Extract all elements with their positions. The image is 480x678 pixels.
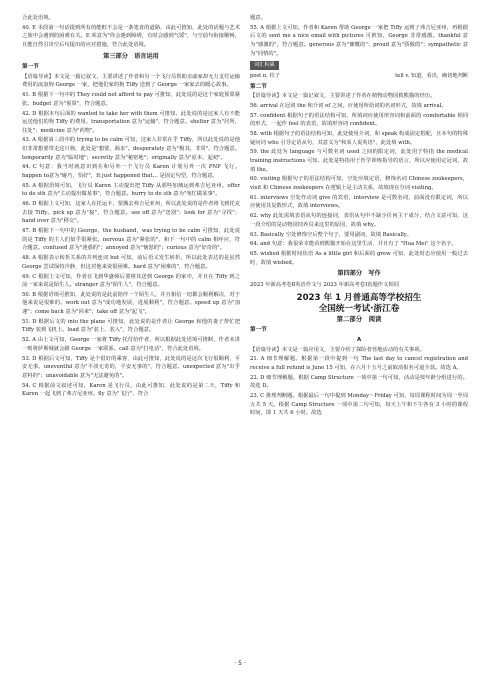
answer-55: 55. A 根据上文可知，作者和 Karen 帮助 George 一家把 Tiffy 运到了弗吉尼亚州，再根据后文的 sent me a nice email with pictures 可推知，George 非常感激。thankful 意为"感激的"，符合题意。generous 意为"慷慨的"；proud 意为"骄傲的"；sympathetic 意为"同情的"。 [250,24,468,57]
answer-40: 40. E 本段第一句话提到所有的能框不会是一条笔直的道路，由此可推知，此处的话题与艺术之旅中会遇到的困难有关。E 项意为"你会遇到障碍，有时会感到气馁"，与空前句衔接顺畅，且能自然引出空后句提出的应对措施，符合此处语境。 [22,24,240,48]
answer-61: 61. interviews 空处作动词 give 的宾语，interview 是可数名词，前面没有限定词，所以应使用其复数形式，故填 interviews。 [250,194,468,210]
passage-guide: 【语篇导读】本文是一篇应用文，主要介绍了探险者营地活动的有关事项。 [250,346,425,353]
answer-54: 54. C 根据前文叙述可知，Karen 是飞行员，由此可推知，此处说的是第二天，Tiffy 和 Karen 一起飞到了弗吉尼亚州。fly 意为"飞行"，符合 [22,382,240,398]
paragraph: 题意。 [250,15,266,21]
vocab-item: post n. 柱子 [250,72,280,79]
answer-50: 50. B 根据语境可推知，此处说的是此前陪伴一个陌生人，并且相信一切都会顺利解决，对于他来说是很难的。work out 意为"成功地发展，进展顺利"，符合题意。speed up 意为"加速"；come back 意为"回来"；take off 意为"起飞"。 [22,291,240,316]
answer-63: 63. Basically 空处修饰空后整个句子，要用副词，故填 Basically。 [250,231,413,238]
vocab-title: 词汇积累 [250,61,279,70]
paragraph: 合此处语境。 [22,15,54,21]
answer-58: 58. with 根据句子的语法结构可知，此处使用介词，和 speak 构成固定搭配，且本句的特殊疑问词 who 引导定语从句，其意义为"和某人说英语"，此处填 with。 [250,131,468,146]
answer-52: 52. A 由上文可知，George 一家将 Tiffy 托付给作者，所以根据此处语境可推断，作者未讲一则将萨斯城就会跟 George 一家联系。call 意为"打电话"，符合此处语境。 [22,337,240,352]
part-title: 第二部分 阅读 [336,315,382,324]
vocab-item: tell v. 知道，看出，确切地判断 [395,72,468,79]
answer-45: 45. A 根据语境可知，飞行员 Karen 主动提出把 Tiffy 从那些加城运到弗吉尼亚州。offer to do sth 意为"主动提出做某事"，符合题意。hurry to do sth 意为"匆忙做某事"。 [22,182,240,198]
answer-51: 51. D 根据后文的 into the plane 可推知，此处说的是作者让 George 和他的妻子帮忙把 Tiffy 装到飞机上。load 意为"装上，装入"，符合题意。 [22,318,240,334]
answer-64: 64. and 句意：我很荣幸能看到熊猫开始在这里生活，并且有了 "Hua Mei" 这个名字。 [250,241,457,248]
section-head: 第一节 [22,64,39,71]
answer-23: 23. C 推理判断题。根据最后一句中提到 Monday～Friday 可知，每周课程时间为周一至周五共 5 天。根据 Camp Structure 一项中第二句可知，每天上午和下午各有 3 小时的课程时间，即 1 天共 6 小时。故选 [250,393,468,417]
passage-letter: A [356,337,362,344]
answer-22: 22. D 细节理解题。根据 Camp Structure 一项中第一句可知，活动是按年龄分组进行的。故选 D。 [250,374,468,390]
answer-48: 48. A 根据表示转折关系的并列连词 but 可知，前后语义发生转折，所以此处表达的是虽然 George 尝试保持冷静，但这对他来说很困难。hard 意为"困难的"，符合题意。 [22,255,240,270]
answer-43: 43. A 根据第三段中的 trying to be calm 可知，这家人非常在乎 Tiffy，所以此处说的是他们非常想要带走这只狗，此处是"想要，渴求"。desperately 意为"极其，非常"，符合题意。temporarily 意为"临时地"；secretly 意为"秘密地"；originally 意为"原本，起初"。 [22,137,240,161]
page-number: · 5 · [234,660,246,667]
answer-60: 60. visiting 根据句子的语法结构可知，空处应填定语，修饰名词 Chinese zookeepers，visit 和 Chinese zookeepers 在逻辑上是主动关系，故填现在分词 visiting。 [250,176,468,191]
section-head: 第二节 [250,83,267,90]
answer-62: 62. why 此处需填表语从句的连接词，表语从句中不缺少任何主干成分，结合文意可知，这一段介绍的是动物园饲养员来这里的原因，故填 why。 [250,213,468,228]
section-title: 第四部分 写作 [337,270,381,278]
right-column [250,14,468,419]
answer-56: 56. arrival 在冠词 the 和介词 of 之间，应使用所给词的名词形式，故填 arrival。 [250,102,447,109]
answer-44: 44. C 句意：我当时就意识到在和另外一个飞行员 Karen 计划另外一次 PNP 飞行。happen to意为"碰巧，恰好"，It just happened that… 是固定句型，符合题意。 [22,164,240,180]
section-title: 第三部分 语言运用 [103,52,159,60]
exam-subtitle: 全国统一考试·浙江卷 [318,304,400,315]
answer-47: 47. B 根据下一句中的 George，the husband，was trying to be calm 可推知，此处说的是 Tiffy 的主人们似乎很紧张。nervous 意为"紧张的"，和下一句中的 calm 相呼应，符合题意。confused 意为"迷惑的"；annoyed 意为"恼怒的"；curious 意为"好奇的"。 [22,228,240,252]
exam-title: 2023 年 1 月普通高等学校招生 [296,293,422,304]
answer-57: 57. confident 根据句子的语法结构可知，所填词应使用形容词和前面的 comfortable 相同的形式，一起作 feel 的表语，故填形容词 confident。 [250,112,468,128]
section-head: 第一节 [250,327,267,334]
answer-65: 65. wished 根据时间状语 As a little girl 和后面的 grew 可知，此处时态应使用一般过去时，故填 wished。 [250,251,468,266]
answer-21: 21. A 细节理解题。根据第一段中提到一句 The last day to cancel registration and receive a full refund is June 15 可知，在六月十五号之前取消报名可退全款。故选 A。 [250,356,468,372]
answer-49: 49. C 根据上文可知，作者在飞到华盛顿后要将其送到 George 的家中，并且在 Tiffy 到之前一家来说是陌生人。stranger 意为"陌生人"，符合题意。 [22,273,240,289]
answer-53: 53. D 根据后文可知，Tiffy 是个很好的乘客，由此可推知，此处说的是这次飞行很顺利，平安无事。uneventful 意为"平淡无奇的，平安无事的"，符合题意。unexpected 意为"出乎意料的"；unavoidable 意为"无法避免的"。 [22,355,240,379]
answer-46: 46. D 根据上文可知，这家人在托运卡，要搬去弗吉尼亚州，所以此处说的是作者将飞到托克去接 Tiffy。pick up 意为"接"，符合题意。see off 意为"送别"；look for 意为"寻找"；hand over 意为"移交"。 [22,201,240,225]
vocab-row [250,72,468,81]
answer-42: 42. D 根据本句后面的 wanted to take her with them 可推知，此处说的是这家人有不能运送他们的狗 Tiffy 的费用。transportation 意为"运输"，符合题意。shelter 意为"居所，住处"；medicine 意为"药物"。 [22,110,240,134]
passage-guide: 【语篇导读】本文是一篇记叙文，主要讲述了作者和另一个飞行员帮助亲戚家却无力支付运输费用的流浪狗 George 一家，把他们家的狗 Tiffy 送到了 George 一家家去的暖心故事。 [22,73,240,89]
answer-41: 41. B 根据下一句中的 They could not afford to pay 可推知，此处说的是这个家庭预算紧张。budget 意为"预算"，符合题意。 [22,92,240,107]
passage-guide: 【语篇导读】本文是一篇记叙文，主要讲述了作者在植物动物园救熊猫的经历。 [250,93,436,100]
left-column [22,14,240,400]
answer-59: 59. the 此处为 language 与可数名词 used 之间的限定词，此处用于特指 the medical training instructions 可知，此处是特指用于医学训练指导的语言，所以应使用定冠词，故填 the。 [250,149,468,173]
writing-note: 2023 年新高考卷Ⅱ英语作文与 2023 年新高考卷Ⅰ真题作文相同 [250,281,399,288]
